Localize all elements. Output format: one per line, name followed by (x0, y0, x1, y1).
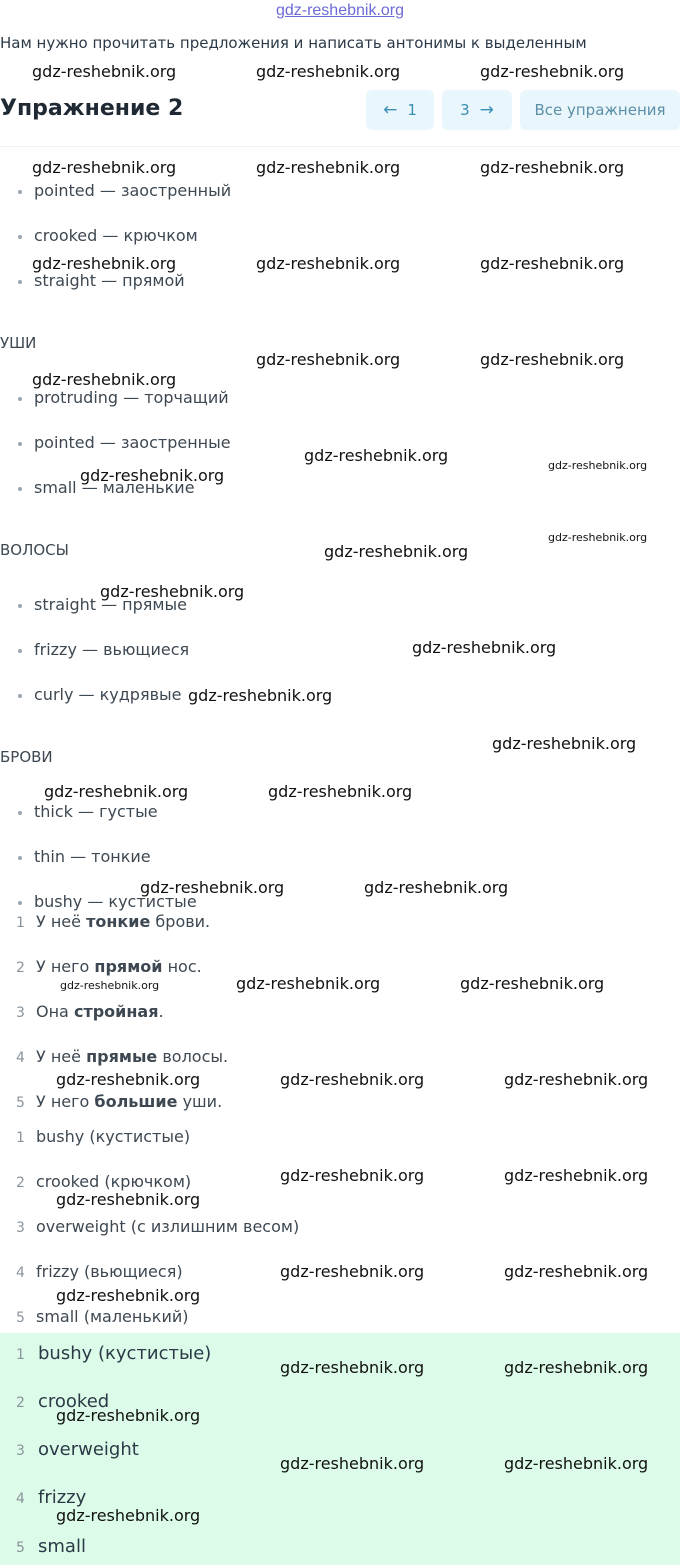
sentence-item: 1 У неё тонкие брови. (16, 912, 676, 931)
watermark: gdz-reshebnik.org (280, 1454, 425, 1473)
watermark: gdz-reshebnik.org (32, 370, 177, 389)
watermark: gdz-reshebnik.org (56, 1506, 201, 1525)
sentence-item: 3 Она стройная. (16, 1002, 164, 1021)
answer-item: 3 overweight (с излишним весом) (16, 1217, 300, 1236)
watermark: gdz-reshebnik.org (324, 542, 469, 561)
divider (0, 146, 680, 147)
list-item: crooked — крючком (18, 226, 198, 245)
watermark: gdz-reshebnik.org (548, 531, 648, 544)
section-hair-label: ВОЛОСЫ (0, 541, 69, 559)
watermark: gdz-reshebnik.org (32, 254, 177, 273)
watermark: gdz-reshebnik.org (504, 1358, 649, 1377)
watermark: gdz-reshebnik.org (548, 459, 648, 472)
list-item: bushy — кустистые (18, 892, 197, 911)
watermark: gdz-reshebnik.org (280, 1358, 425, 1377)
watermark: gdz-reshebnik.org (256, 350, 401, 369)
list-item: thick — густые (18, 802, 158, 821)
final-answer-item: 1 bushy (кустистые) (16, 1343, 212, 1364)
watermark: gdz-reshebnik.org (188, 686, 333, 705)
watermark: gdz-reshebnik.org (412, 638, 557, 657)
sentence-item: 2 У него прямой нос. (16, 957, 202, 976)
list-item: straight — прямые (18, 595, 187, 614)
watermark: gdz-reshebnik.org (56, 1286, 201, 1305)
watermark: gdz-reshebnik.org (460, 974, 605, 993)
page-title: Упражнение 2 (0, 96, 184, 121)
watermark: gdz-reshebnik.org (480, 62, 625, 81)
next-exercise-button[interactable] (442, 90, 512, 130)
list-item: curly — кудрявые (18, 685, 181, 704)
watermark: gdz-reshebnik.org (304, 446, 449, 465)
watermark: gdz-reshebnik.org (256, 62, 401, 81)
watermark: gdz-reshebnik.org (480, 350, 625, 369)
watermark: gdz-reshebnik.org (32, 62, 177, 81)
watermark: gdz-reshebnik.org (256, 254, 401, 273)
site-link[interactable]: gdz-reshebnik.org (275, 2, 405, 19)
prev-exercise-label: 1 (407, 101, 417, 119)
watermark: gdz-reshebnik.org (32, 158, 177, 177)
list-item: straight — прямой (18, 271, 185, 290)
watermark: gdz-reshebnik.org (80, 466, 225, 485)
section-ears-label: УШИ (0, 334, 37, 352)
watermark: gdz-reshebnik.org (268, 782, 413, 801)
watermark: gdz-reshebnik.org (492, 734, 637, 753)
watermark: gdz-reshebnik.org (140, 878, 285, 897)
next-exercise-label: 3 (460, 101, 470, 119)
watermark: gdz-reshebnik.org (236, 974, 381, 993)
watermark: gdz-reshebnik.org (280, 1262, 425, 1281)
watermark: gdz-reshebnik.org (60, 979, 160, 992)
list-item: protruding — торчащий (18, 388, 229, 407)
list-item: pointed — заостренный (18, 181, 231, 200)
answer-item: 4 frizzy (вьющиеся) (16, 1262, 183, 1281)
answer-item: 2 crooked (крючком) (16, 1172, 192, 1191)
list-item: small — маленькие (18, 478, 195, 497)
watermark: gdz-reshebnik.org (56, 1406, 201, 1425)
prev-exercise-button[interactable] (366, 90, 434, 130)
arrow-right-icon: → (479, 100, 494, 120)
watermark: gdz-reshebnik.org (504, 1454, 649, 1473)
arrow-left-icon: ← (383, 100, 398, 120)
watermark: gdz-reshebnik.org (100, 582, 245, 601)
final-answer-item: 4 frizzy (16, 1487, 87, 1508)
intro-text: Нам нужно прочитать предложения и написать антонимы к выделенным (0, 34, 587, 52)
watermark: gdz-reshebnik.org (364, 878, 509, 897)
watermark: gdz-reshebnik.org (504, 1166, 649, 1185)
watermark: gdz-reshebnik.org (44, 782, 189, 801)
watermark: gdz-reshebnik.org (280, 1070, 425, 1089)
watermark: gdz-reshebnik.org (56, 1070, 201, 1089)
all-exercises-label: Все упражнения (534, 101, 666, 119)
list-item: thin — тонкие (18, 847, 151, 866)
answer-item: 5 small (маленький) (16, 1307, 189, 1326)
watermark: gdz-reshebnik.org (504, 1070, 649, 1089)
all-exercises-button[interactable] (520, 90, 680, 130)
watermark: gdz-reshebnik.org (480, 254, 625, 273)
watermark: gdz-reshebnik.org (56, 1190, 201, 1209)
list-item: frizzy — вьющиеся (18, 640, 189, 659)
watermark: gdz-reshebnik.org (256, 158, 401, 177)
sentence-item: 4 У неё прямые волосы. (16, 1047, 229, 1066)
list-item: pointed — заостренные (18, 433, 231, 452)
final-answer-item: 5 small (16, 1536, 86, 1557)
section-brows-label: БРОВИ (0, 748, 53, 766)
watermark: gdz-reshebnik.org (504, 1262, 649, 1281)
watermark: gdz-reshebnik.org (480, 158, 625, 177)
watermark: gdz-reshebnik.org (280, 1166, 425, 1185)
answer-item: 1 bushy (кустистые) (16, 1127, 191, 1146)
final-answer-item: 2 crooked (16, 1391, 110, 1412)
sentence-item: 5 У него большие уши. (16, 1092, 223, 1111)
final-answer-item: 3 overweight (16, 1439, 139, 1460)
